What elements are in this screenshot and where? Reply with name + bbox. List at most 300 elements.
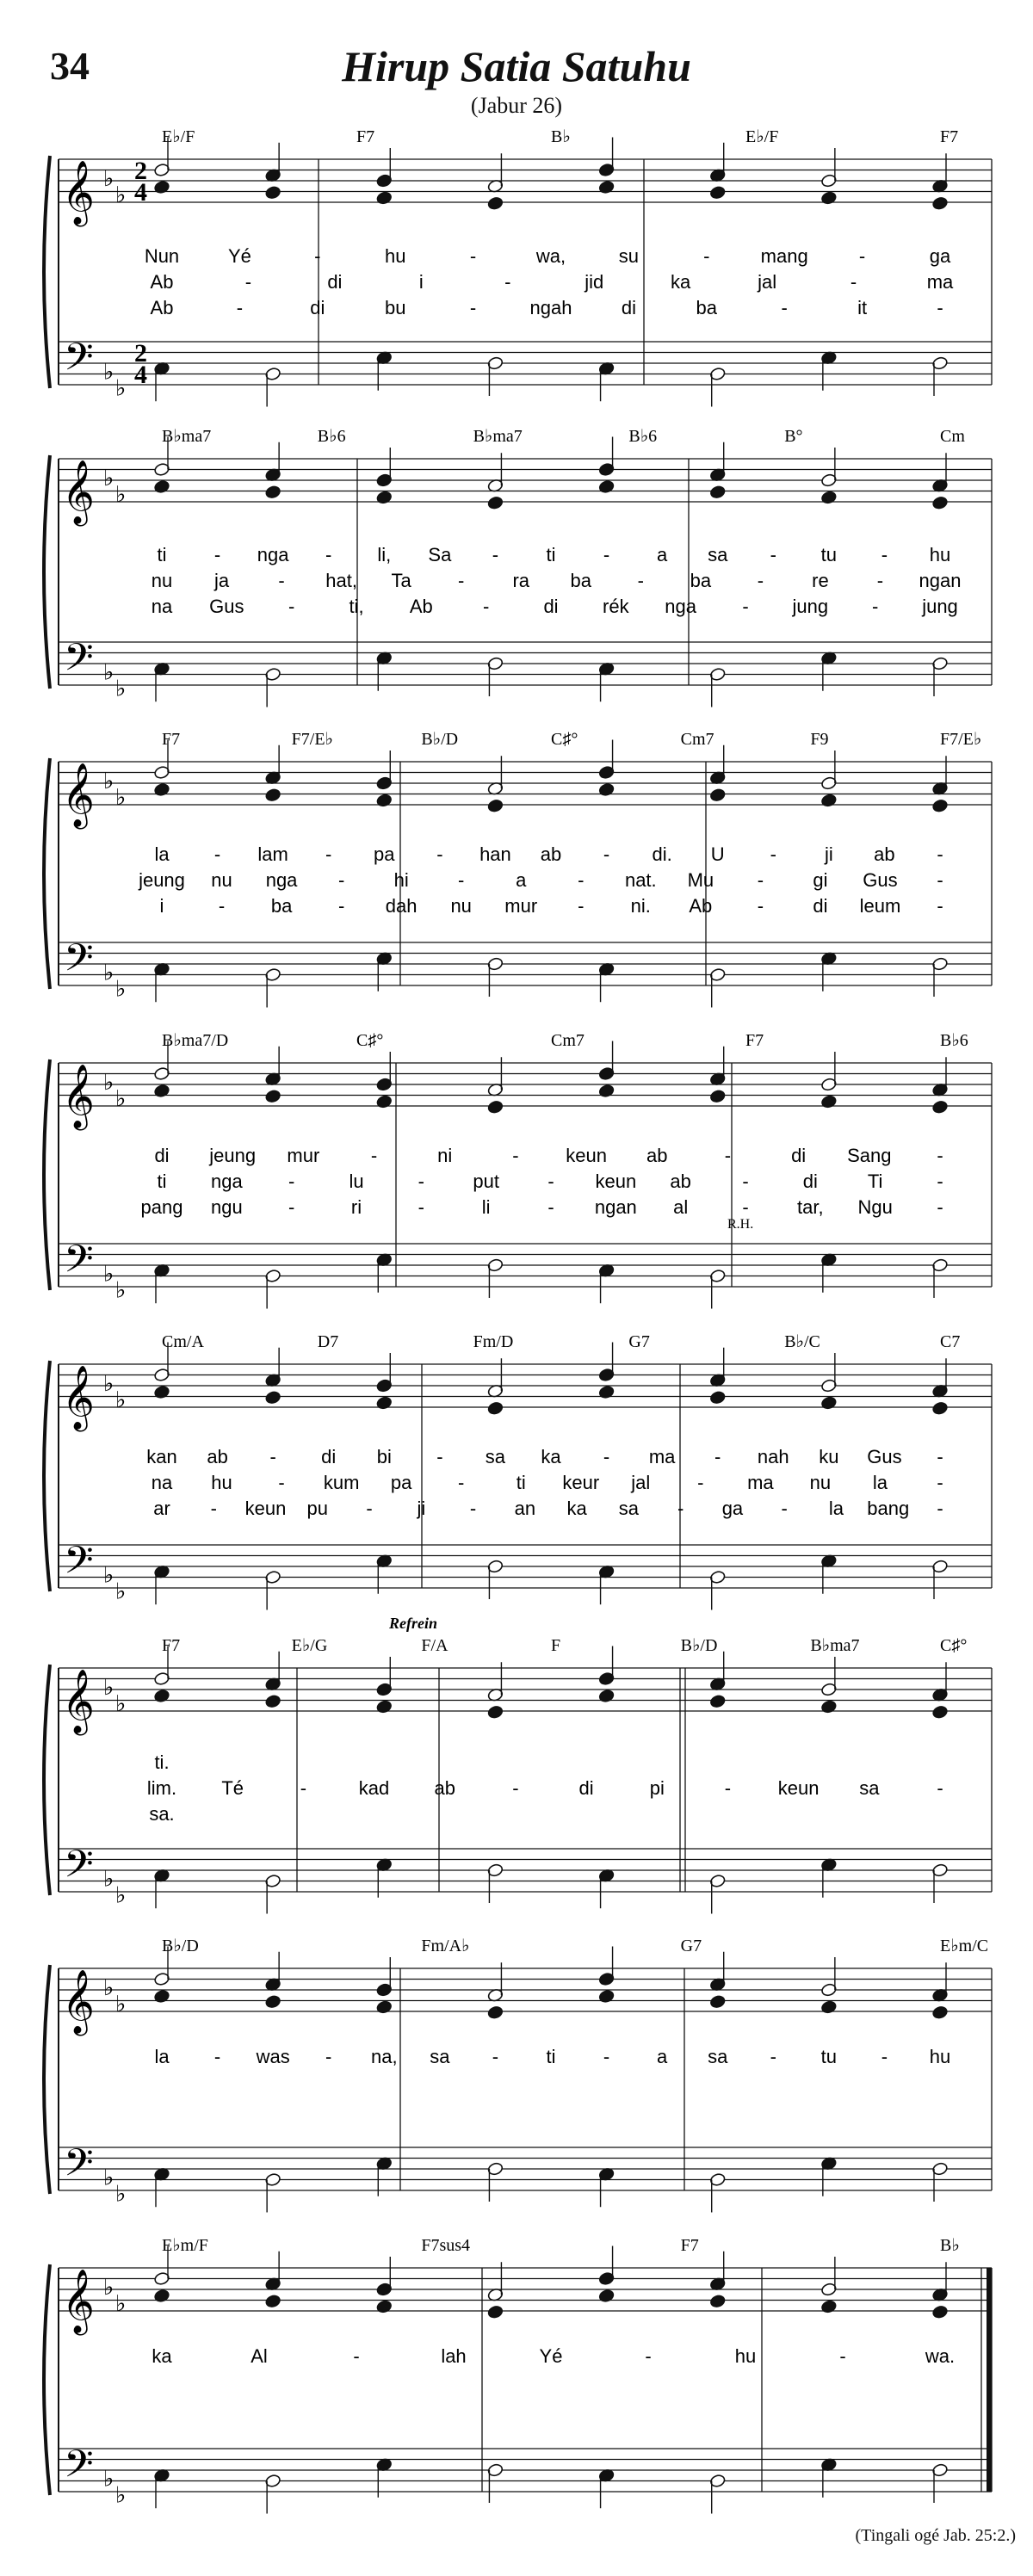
chord-symbol: F7/E♭ — [291, 730, 334, 749]
lyric-syllable: hu — [211, 1472, 232, 1493]
lyric-syllable: bang — [867, 1498, 910, 1519]
lyric-syllable: - — [578, 895, 585, 917]
lyric-syllable: a — [516, 869, 527, 891]
lyric-syllable: U — [710, 843, 725, 865]
chord-symbol: B♭/D — [162, 1937, 199, 1955]
lyric-syllable: di — [154, 1145, 170, 1166]
key-flat-icon: ♭ — [115, 2181, 127, 2207]
note-head — [931, 799, 948, 813]
lyric-syllable: sa — [430, 2046, 450, 2067]
key-flat-icon: ♭ — [103, 1866, 114, 1892]
lyric-syllable: ma — [747, 1472, 774, 1493]
chord-symbol: F — [551, 1636, 561, 1655]
lyric-syllable: bi — [376, 1446, 392, 1467]
lyric-syllable: keun — [777, 1777, 820, 1799]
lyric-syllable: a — [657, 544, 668, 565]
bass-clef-icon: 𝄢 — [64, 935, 94, 990]
lyric-syllable: - — [937, 1498, 943, 1519]
note-head — [598, 1689, 615, 1703]
lyric-syllable: - — [236, 297, 244, 318]
lyric-syllable: hu — [929, 544, 951, 565]
treble-staff-7 — [59, 1968, 992, 2036]
lyric-syllable: pang — [140, 1196, 183, 1218]
lyric-syllable: ab — [646, 1145, 668, 1166]
chord-symbol: B♭ma7 — [162, 427, 212, 446]
note-head — [820, 491, 837, 505]
system-5 — [44, 1332, 992, 1610]
lyric-syllable: - — [492, 544, 499, 565]
note-head — [820, 794, 837, 808]
chord-symbol: C7 — [940, 1332, 961, 1351]
note-head — [931, 496, 948, 510]
bass-clef-icon: 𝄢 — [64, 1841, 94, 1896]
chord-symbol: C♯° — [551, 730, 578, 749]
note-head — [820, 2300, 837, 2314]
lyric-syllable: ra — [512, 570, 530, 591]
chord-symbol: G7 — [680, 1937, 702, 1955]
lyric-syllable: - — [937, 1472, 943, 1493]
lyric-syllable: - — [850, 271, 857, 293]
lyric-syllable: - — [937, 297, 943, 318]
bass-staff-4 — [59, 1237, 992, 1303]
key-flat-icon: ♭ — [103, 1371, 114, 1396]
right-hand-marking: R.H. — [727, 1217, 754, 1232]
note-head — [931, 196, 948, 211]
lyric-syllable: Gus — [863, 869, 898, 891]
chord-symbol: B♭ma7/D — [162, 1031, 229, 1050]
lyric-syllable: ab — [434, 1777, 455, 1799]
lyric-syllable: - — [603, 544, 610, 565]
lyric-syllable: Gus — [867, 1446, 902, 1467]
note-head — [931, 2305, 948, 2320]
lyric-syllable: jeung — [209, 1145, 257, 1166]
chord-symbol: B♭6 — [628, 427, 658, 446]
lyric-syllable: la — [872, 1472, 888, 1493]
lyric-syllable: a — [657, 2046, 668, 2067]
note-head — [376, 2300, 393, 2314]
bass-staff-5 — [59, 1538, 992, 1604]
lyric-syllable: - — [872, 596, 879, 617]
note-head — [487, 2005, 504, 2020]
footer-note: (Tingali ogé Jab. 25:2.) — [855, 2526, 1016, 2545]
note-head — [709, 485, 726, 499]
treble-clef-icon: 𝄞 — [62, 1366, 95, 1430]
key-flat-icon: ♭ — [103, 1261, 114, 1287]
lyric-syllable: Ngu — [857, 1196, 893, 1218]
chord-symbol: F7 — [162, 730, 181, 749]
lyric-syllable: la — [154, 2046, 170, 2067]
brace-icon — [44, 156, 50, 388]
lyric-syllable: ti — [546, 544, 556, 565]
key-flat-icon: ♭ — [115, 976, 127, 1002]
lyric-syllable: jeung — [139, 869, 185, 891]
lyric-syllable: - — [578, 869, 585, 891]
lyric-syllable: - — [458, 570, 465, 591]
lyric-syllable: - — [278, 570, 285, 591]
brace-icon — [44, 455, 50, 689]
chord-symbol: Cm/A — [162, 1332, 204, 1351]
lyric-syllable: ji — [824, 843, 833, 865]
lyric-syllable: - — [603, 2046, 610, 2067]
note-head — [153, 1084, 170, 1098]
lyric-syllable: na — [151, 596, 173, 617]
chord-symbol: E♭/G — [291, 1636, 328, 1655]
note-head — [265, 2294, 281, 2308]
lyric-syllable: - — [876, 570, 884, 591]
lyric-syllable: di — [310, 297, 325, 318]
treble-staff-8 — [59, 2268, 992, 2336]
lyric-syllable: mur — [287, 1145, 320, 1166]
note-head — [709, 1994, 726, 2009]
lyric-syllable: ji — [417, 1498, 426, 1519]
note-head — [487, 1401, 504, 1416]
note-head — [598, 479, 615, 494]
bass-clef-icon: 𝄢 — [64, 1236, 94, 1291]
lyric-syllable: - — [278, 1472, 285, 1493]
lyric-syllable: - — [937, 843, 943, 865]
lyric-syllable: lim. — [146, 1777, 177, 1799]
lyric-syllable: - — [770, 843, 776, 865]
lyric-syllable: di — [813, 895, 828, 917]
lyric-syllable: dah — [385, 895, 418, 917]
lyric-syllable: - — [839, 2345, 846, 2367]
chord-symbol: D7 — [317, 1332, 339, 1351]
lyric-syllable: ga — [929, 245, 951, 267]
lyric-syllable: nga — [265, 869, 298, 891]
hymn-source: (Jabur 26) — [470, 93, 563, 118]
lyric-syllable: al — [673, 1196, 689, 1218]
note-head — [820, 1700, 837, 1714]
bass-staff-6 — [59, 1842, 992, 1908]
lyric-syllable: Ab — [150, 271, 174, 293]
note-head — [820, 1396, 837, 1411]
lyric-syllable: pa — [390, 1472, 412, 1493]
lyric-syllable: gi — [813, 869, 828, 891]
lyric-syllable: di — [621, 297, 636, 318]
lyric-syllable: kad — [358, 1777, 390, 1799]
lyric-syllable: - — [325, 843, 332, 865]
lyric-syllable: pi — [649, 1777, 665, 1799]
lyric-syllable: - — [269, 1446, 276, 1467]
lyric-syllable: jal — [631, 1472, 651, 1493]
bass-staff-2 — [59, 635, 992, 701]
lyric-syllable: - — [724, 1145, 732, 1166]
lyric-syllable: - — [469, 1498, 477, 1519]
lyric-syllable: - — [937, 1145, 943, 1166]
chord-symbol: B♭6 — [940, 1031, 968, 1050]
lyric-syllable: lah — [441, 2345, 467, 2367]
lyric-syllable: ab — [670, 1171, 691, 1192]
lyric-syllable: - — [937, 1777, 943, 1799]
key-flat-icon: ♭ — [115, 2482, 127, 2508]
lyric-syllable: jung — [922, 596, 958, 617]
lyric-syllable: - — [213, 544, 221, 565]
lyric-syllable: - — [881, 544, 888, 565]
note-head — [376, 191, 393, 206]
lyric-syllable: ti — [157, 1171, 167, 1192]
lyric-syllable: keun — [566, 1145, 607, 1166]
lyric-syllable: keun — [244, 1498, 287, 1519]
lyric-syllable: i — [418, 271, 424, 293]
lyric-syllable: was — [256, 2046, 290, 2067]
lyric-syllable: - — [512, 1145, 519, 1166]
lyric-syllable: Ti — [867, 1171, 883, 1192]
chord-symbol: B♭ma7 — [473, 427, 523, 446]
lyric-syllable: ngah — [529, 297, 572, 318]
time-signature-top: 2 — [134, 157, 147, 185]
chord-symbol: E♭/F — [162, 127, 195, 146]
note-head — [709, 185, 726, 200]
lyric-syllable: - — [937, 1171, 943, 1192]
lyric-syllable: jung — [792, 596, 829, 617]
lyric-syllable: - — [436, 1446, 443, 1467]
chord-symbol: Fm/D — [473, 1332, 514, 1351]
key-flat-icon: ♭ — [115, 182, 127, 207]
key-flat-icon: ♭ — [115, 1578, 127, 1604]
lyric-syllable: - — [210, 1498, 217, 1519]
lyric-syllable: nga — [665, 596, 697, 617]
lyric-syllable: keun — [595, 1171, 637, 1192]
treble-clef-icon: 𝄞 — [62, 1970, 95, 2034]
treble-staff-5 — [59, 1364, 992, 1432]
key-flat-icon: ♭ — [115, 1882, 127, 1908]
lyric-syllable: rék — [603, 596, 629, 617]
note-head — [820, 1095, 837, 1109]
lyric-syllable: nu — [809, 1472, 832, 1493]
system-1 — [44, 127, 992, 407]
bass-staff-8 — [59, 2442, 992, 2508]
lyric-syllable: sa — [859, 1777, 880, 1799]
note-head — [487, 496, 504, 510]
system-3 — [44, 730, 992, 1008]
lyric-syllable: ti — [157, 544, 167, 565]
key-flat-icon: ♭ — [115, 1277, 127, 1303]
note-head — [931, 2005, 948, 2020]
lyric-syllable: - — [418, 1196, 424, 1218]
lyric-syllable: - — [770, 2046, 776, 2067]
lyric-syllable: - — [937, 1196, 943, 1218]
lyric-syllable: ab — [874, 843, 895, 865]
note-head — [598, 1084, 615, 1098]
note-head — [709, 1390, 726, 1405]
key-flat-icon: ♭ — [103, 359, 114, 385]
lyric-syllable: Yé — [539, 2345, 563, 2367]
key-flat-icon: ♭ — [103, 1975, 114, 2000]
lyric-syllable: ti — [546, 2046, 556, 2067]
key-flat-icon: ♭ — [103, 659, 114, 685]
brace-icon — [44, 1361, 50, 1591]
note-head — [153, 1385, 170, 1399]
treble-staff-6 — [59, 1668, 992, 1736]
lyric-syllable: hi — [393, 869, 409, 891]
lyric-syllable: hu — [929, 2046, 951, 2067]
lyric-syllable: - — [603, 843, 610, 865]
lyric-syllable: - — [288, 596, 295, 617]
key-flat-icon: ♭ — [115, 676, 127, 701]
lyric-syllable: - — [353, 2345, 360, 2367]
lyric-syllable: wa. — [925, 2345, 956, 2367]
lyric-syllable: nu — [151, 570, 173, 591]
lyric-syllable: hu — [734, 2345, 757, 2367]
brace-icon — [44, 2264, 50, 2495]
lyric-syllable: bu — [384, 297, 406, 318]
lyric-syllable: Ab — [150, 297, 174, 318]
chord-symbol: F7 — [162, 1636, 181, 1655]
note-head — [153, 1689, 170, 1703]
key-flat-icon: ♭ — [103, 1070, 114, 1095]
key-flat-icon: ♭ — [103, 2466, 114, 2492]
lyric-syllable: hu — [384, 245, 406, 267]
chord-symbol: E♭/F — [745, 127, 779, 146]
note-head — [598, 2289, 615, 2303]
lyric-syllable: i — [159, 895, 164, 917]
lyric-syllable: ka — [152, 2345, 172, 2367]
bass-clef-icon: 𝄢 — [64, 634, 94, 689]
lyric-syllable: tu — [820, 2046, 838, 2067]
chord-symbol: B♭/D — [421, 730, 459, 749]
note-head — [487, 799, 504, 813]
lyric-syllable: nu — [211, 869, 232, 891]
lyric-syllable: - — [483, 596, 490, 617]
key-flat-icon: ♭ — [115, 375, 127, 401]
note-head — [153, 1989, 170, 2004]
lyric-syllable: na, — [370, 2046, 398, 2067]
bass-clef-icon: 𝄢 — [64, 2140, 94, 2195]
note-head — [487, 1705, 504, 1720]
note-head — [376, 1095, 393, 1109]
note-head — [265, 1994, 281, 2009]
chord-symbol: F7 — [745, 1031, 764, 1050]
lyric-syllable: - — [366, 1498, 373, 1519]
lyric-syllable: ti. — [154, 1751, 170, 1773]
lyric-syllable: la — [154, 843, 170, 865]
brace-icon — [44, 1965, 50, 2194]
lyric-syllable: - — [244, 271, 252, 293]
lyric-syllable: Gus — [209, 596, 244, 617]
chord-symbol: Fm/A♭ — [421, 1937, 470, 1955]
treble-clef-icon: 𝄞 — [62, 763, 95, 827]
bass-clef-icon: 𝄢 — [64, 1537, 94, 1592]
lyric-syllable: - — [288, 1196, 295, 1218]
note-head — [376, 491, 393, 505]
lyric-syllable: ba — [690, 570, 712, 591]
lyric-syllable: Ta — [391, 570, 411, 591]
lyric-syllable: sa. — [149, 1803, 175, 1825]
lyric-syllable: ma — [926, 271, 954, 293]
lyric-syllable: - — [512, 1777, 519, 1799]
lyric-syllable: la — [828, 1498, 844, 1519]
lyric-syllable: Sa — [428, 544, 452, 565]
time-signature-top: 2 — [134, 339, 147, 368]
note-head — [598, 180, 615, 195]
lyric-syllable: di — [321, 1446, 337, 1467]
chord-symbol: B♭ — [940, 2236, 960, 2255]
lyric-syllable: it — [857, 297, 868, 318]
bass-staff-7 — [59, 2140, 992, 2207]
lyric-syllable: an — [514, 1498, 536, 1519]
lyric-syllable: li — [481, 1196, 491, 1218]
chord-symbol: B♭ma7 — [810, 1636, 860, 1655]
lyric-syllable: ja — [213, 570, 230, 591]
chord-symbol: C♯° — [356, 1031, 384, 1050]
lyric-syllable: ba — [696, 297, 718, 318]
lyric-syllable: nga — [210, 1171, 243, 1192]
lyric-syllable: - — [469, 297, 477, 318]
lyric-syllable: tar, — [797, 1196, 824, 1218]
lyric-syllable: - — [325, 544, 332, 565]
note-head — [265, 185, 281, 200]
lyric-syllable: - — [492, 2046, 499, 2067]
chord-symbol: F7 — [680, 2236, 699, 2255]
note-head — [265, 788, 281, 802]
lyric-syllable: di — [327, 271, 343, 293]
lyric-syllable: - — [504, 271, 511, 293]
chord-symbol: Cm7 — [680, 730, 714, 749]
note-head — [487, 196, 504, 211]
lyric-syllable: kan — [146, 1446, 177, 1467]
lyric-syllable: han — [479, 843, 511, 865]
note-head — [598, 1989, 615, 2004]
lyric-syllable: tu — [820, 544, 838, 565]
chord-symbol: B♭/D — [680, 1636, 718, 1655]
lyric-syllable: leum — [859, 895, 901, 917]
lyric-syllable: - — [218, 895, 226, 917]
brace-icon — [44, 1059, 50, 1290]
lyric-syllable: ar — [153, 1498, 170, 1519]
chord-symbol: F9 — [810, 730, 829, 749]
key-flat-icon: ♭ — [115, 1991, 127, 2017]
lyric-syllable: Ab — [409, 596, 433, 617]
treble-staff-2 — [59, 459, 992, 527]
lyric-syllable: di — [543, 596, 559, 617]
note-head — [820, 191, 837, 206]
lyric-syllable: - — [645, 2345, 652, 2367]
note-head — [487, 2305, 504, 2320]
time-signature-bottom: 4 — [134, 178, 147, 207]
lyric-syllable: jid — [585, 271, 604, 293]
lyric-syllable: nah — [757, 1446, 789, 1467]
treble-clef-icon: 𝄞 — [62, 161, 95, 225]
note-head — [931, 1100, 948, 1115]
treble-staff-1 — [59, 157, 992, 227]
note-head — [709, 1694, 726, 1708]
final-barline — [987, 2268, 992, 2492]
lyric-syllable: ka — [566, 1498, 587, 1519]
lyric-syllable: - — [547, 1196, 554, 1218]
chord-symbol: E♭m/C — [940, 1937, 989, 1955]
note-head — [598, 782, 615, 797]
note-head — [931, 1705, 948, 1720]
key-flat-icon: ♭ — [103, 1675, 114, 1700]
lyric-syllable: ab — [207, 1446, 228, 1467]
lyric-syllable: - — [325, 2046, 332, 2067]
lyric-syllable: Ab — [689, 895, 713, 917]
lyric-syllable: ku — [819, 1446, 839, 1467]
lyric-syllable: Mu — [687, 869, 714, 891]
lyric-syllable: keur — [562, 1472, 600, 1493]
key-flat-icon: ♭ — [103, 2275, 114, 2300]
lyric-syllable: di — [791, 1145, 807, 1166]
note-head — [265, 1390, 281, 1405]
lyric-syllable: - — [757, 570, 764, 591]
lyric-syllable: ma — [648, 1446, 676, 1467]
chord-symbol: C♯° — [940, 1636, 968, 1655]
lyric-syllable: sa — [708, 2046, 728, 2067]
note-head — [265, 1694, 281, 1708]
lyric-syllable: - — [757, 869, 764, 891]
note-head — [709, 788, 726, 802]
note-head — [153, 2289, 170, 2303]
